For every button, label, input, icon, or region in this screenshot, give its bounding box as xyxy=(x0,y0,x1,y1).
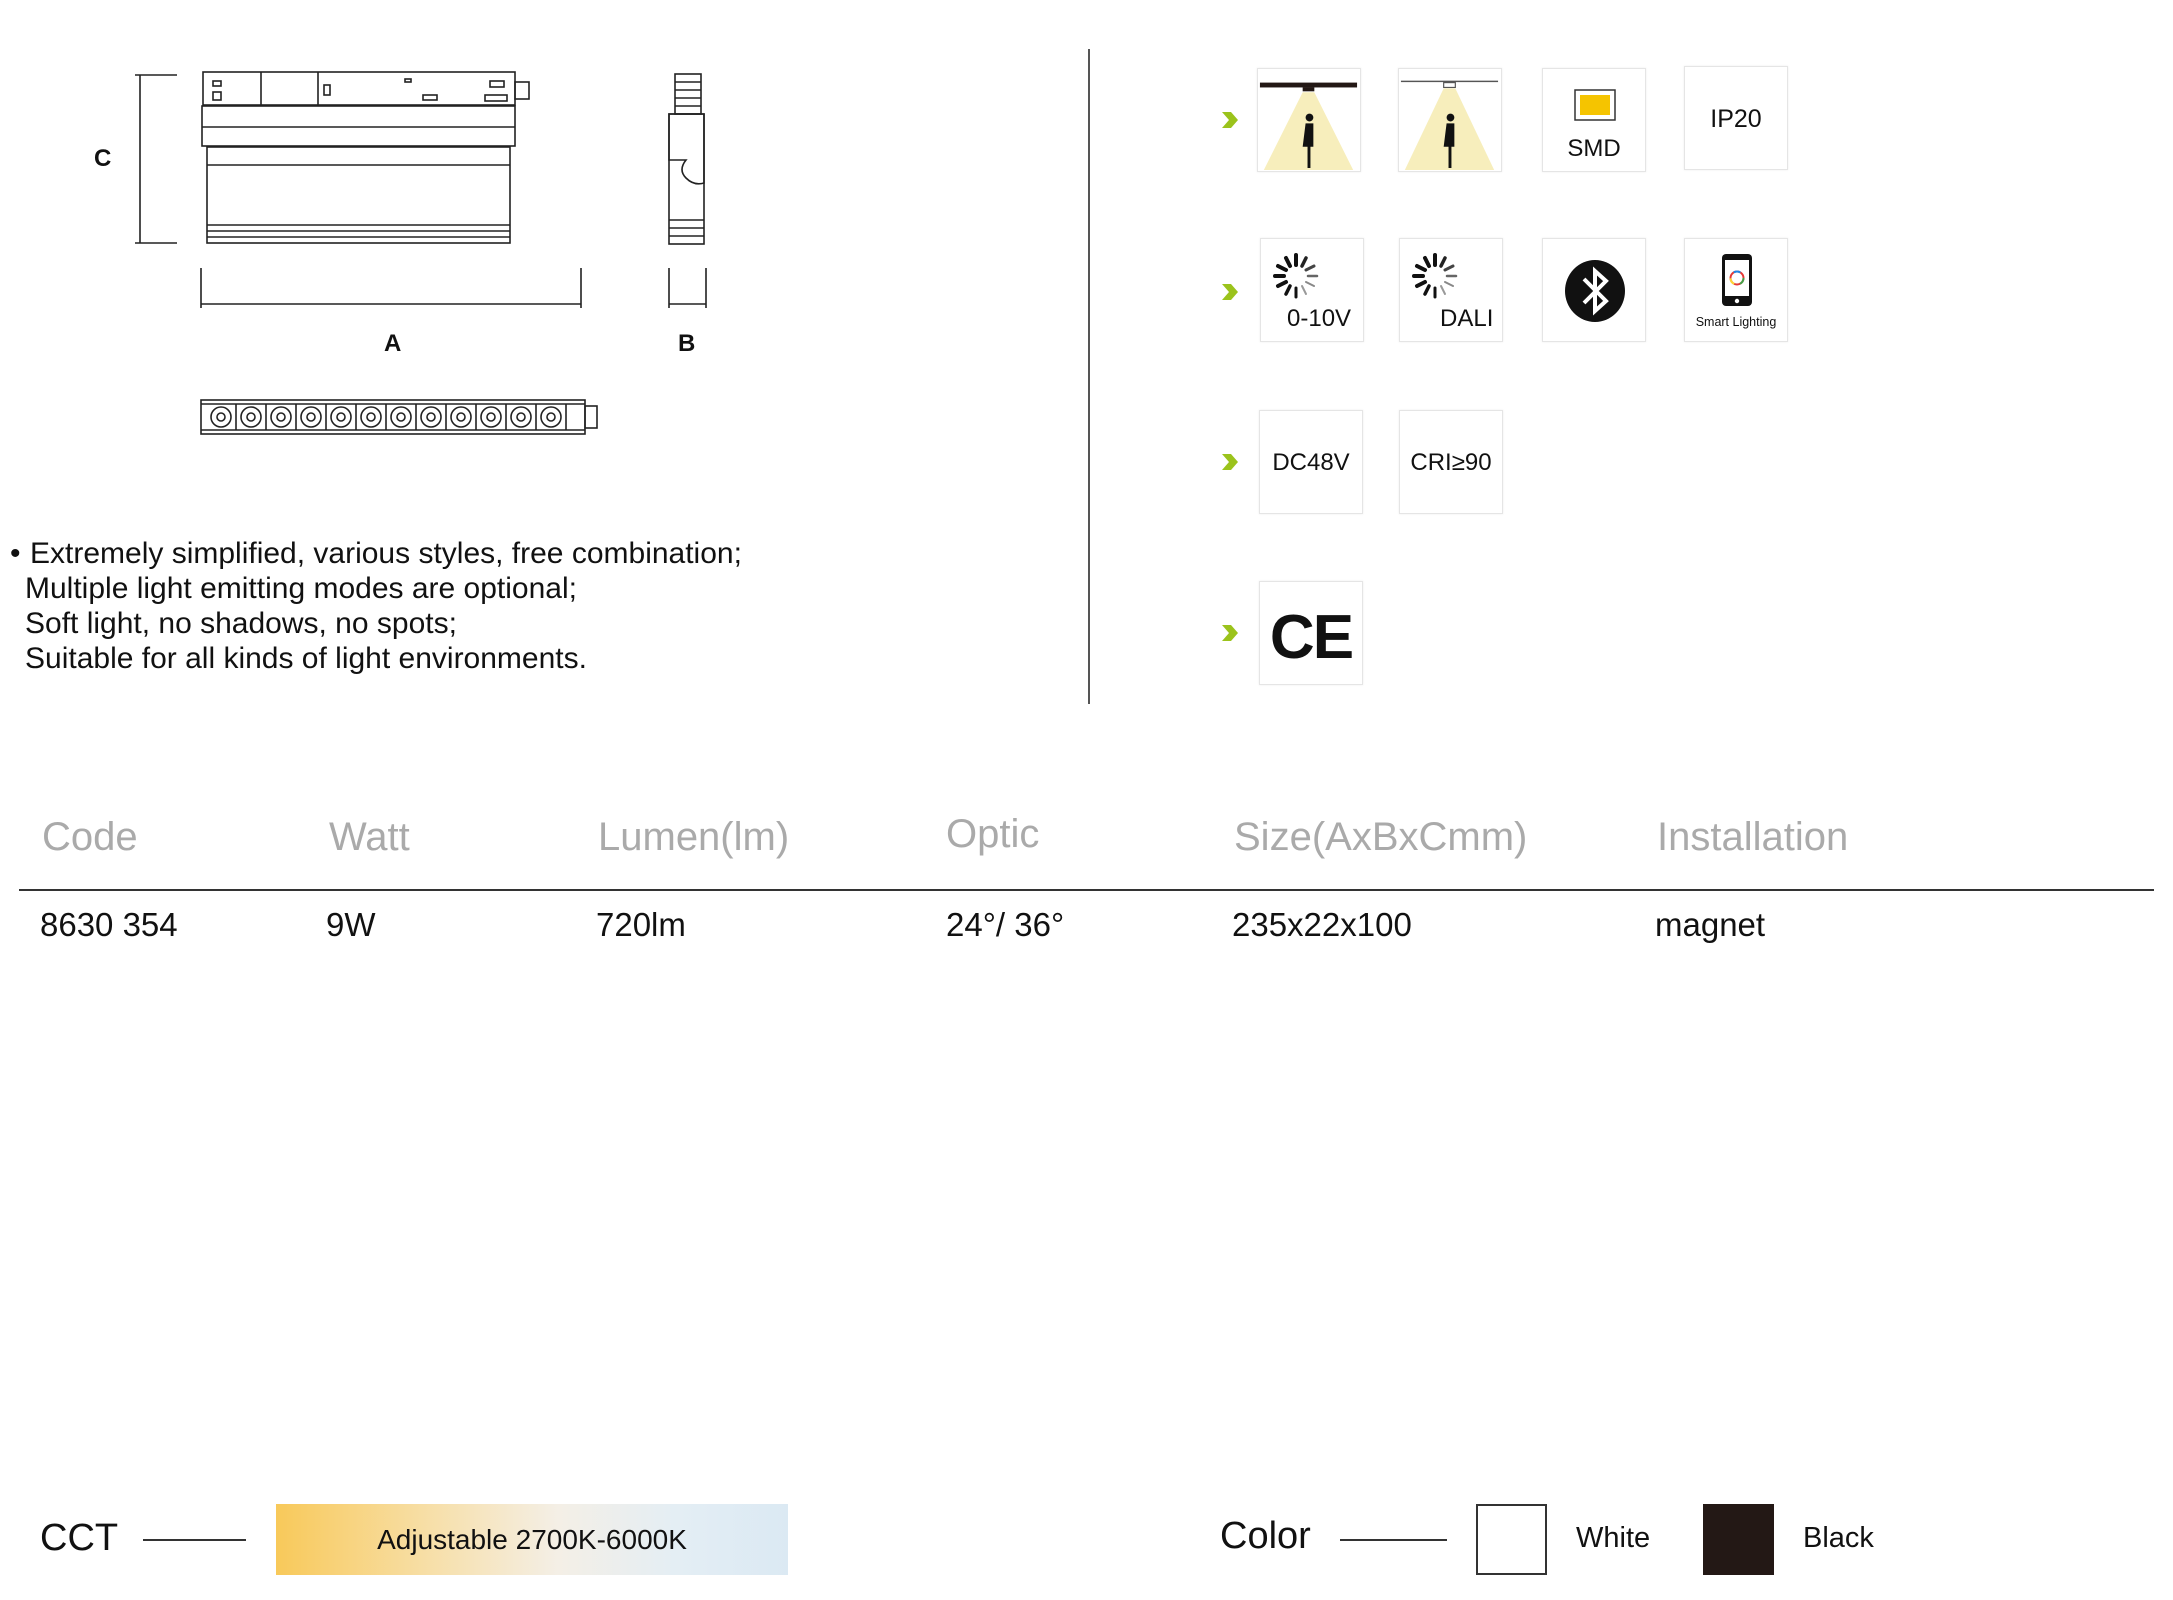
feature-item: Multiple light emitting modes are optional; xyxy=(25,572,577,605)
header-installation: Installation xyxy=(1657,815,1849,859)
header-watt: Watt xyxy=(329,815,410,859)
smd-chip-icon xyxy=(1574,89,1616,121)
front-view-drawing xyxy=(135,65,605,255)
track-light-icon xyxy=(1258,69,1359,170)
ip-rating-label: IP20 xyxy=(1710,105,1762,133)
header-lumen: Lumen(lm) xyxy=(598,815,790,859)
bullet: • xyxy=(10,537,21,570)
smd-label: SMD xyxy=(1567,135,1621,162)
feature-item: Soft light, no shadows, no spots; xyxy=(25,607,457,640)
smart-lighting-icon xyxy=(1684,238,1788,342)
dimension-c-label: C xyxy=(94,145,112,172)
pendant-light-icon xyxy=(1399,69,1500,170)
color-connector-line xyxy=(1340,1539,1447,1541)
cct-gradient-bar xyxy=(276,1504,788,1575)
dimension-a-line xyxy=(198,268,588,308)
black-swatch xyxy=(1703,1504,1774,1575)
bluetooth-icon xyxy=(1542,238,1646,342)
ce-mark-icon xyxy=(1259,581,1363,685)
smart-lighting-label: Smart Lighting xyxy=(1695,315,1777,329)
ip-rating-icon xyxy=(1684,66,1788,170)
header-code: Code xyxy=(42,815,138,859)
dimming-010v-icon xyxy=(1260,238,1364,342)
dimension-b-line xyxy=(664,268,714,308)
row-marker-icon xyxy=(1222,454,1238,470)
row-marker-icon xyxy=(1222,625,1238,641)
color-label: Color xyxy=(1220,1515,1311,1557)
cri-label: CRI≥90 xyxy=(1410,449,1492,476)
voltage-label: DC48V xyxy=(1272,449,1350,476)
smd-icon xyxy=(1542,68,1646,172)
header-optic: Optic xyxy=(946,812,1040,856)
vertical-divider xyxy=(1088,49,1090,704)
track-mounted-icon xyxy=(1257,68,1361,172)
cct-label: CCT xyxy=(40,1517,119,1559)
white-swatch xyxy=(1476,1504,1547,1575)
cell-optic: 24°/ 36° xyxy=(946,906,1065,943)
cell-lumen: 720lm xyxy=(596,906,686,943)
bluetooth-logo-icon xyxy=(1564,259,1626,323)
bottom-view-drawing xyxy=(198,398,604,438)
feature-item: • Extremely simplified, various styles, free combination; xyxy=(10,537,742,570)
ce-mark-label: CE xyxy=(1269,603,1353,672)
cell-watt: 9W xyxy=(326,906,376,943)
cell-code: 8630 354 xyxy=(40,906,178,943)
cell-size: 235x22x100 xyxy=(1232,906,1412,943)
voltage-icon xyxy=(1259,410,1363,514)
dimmer-spinner-icon xyxy=(1271,251,1321,301)
row-marker-icon xyxy=(1222,284,1238,300)
cell-installation: magnet xyxy=(1655,906,1766,943)
cri-icon xyxy=(1399,410,1503,514)
suspended-light-icon xyxy=(1398,68,1502,172)
black-label: Black xyxy=(1803,1522,1874,1554)
cct-value: Adjustable 2700K-6000K xyxy=(377,1523,687,1555)
dimming-dali-icon xyxy=(1399,238,1503,342)
cct-connector-line xyxy=(143,1539,246,1541)
dimming-dali-label: DALI xyxy=(1440,305,1494,332)
header-size: Size(AxBxCmm) xyxy=(1234,815,1528,859)
dimming-010v-label: 0-10V xyxy=(1287,305,1352,332)
dimmer-spinner-icon xyxy=(1410,251,1460,301)
dimension-b-label: B xyxy=(678,330,696,357)
side-view-drawing xyxy=(664,68,714,248)
table-divider xyxy=(19,889,2154,891)
row-marker-icon xyxy=(1222,112,1238,128)
white-label: White xyxy=(1576,1522,1651,1554)
feature-item: Suitable for all kinds of light environments. xyxy=(25,642,587,675)
smartphone-icon xyxy=(1721,253,1753,307)
dimension-a-label: A xyxy=(384,330,402,357)
feature-list xyxy=(10,536,742,676)
